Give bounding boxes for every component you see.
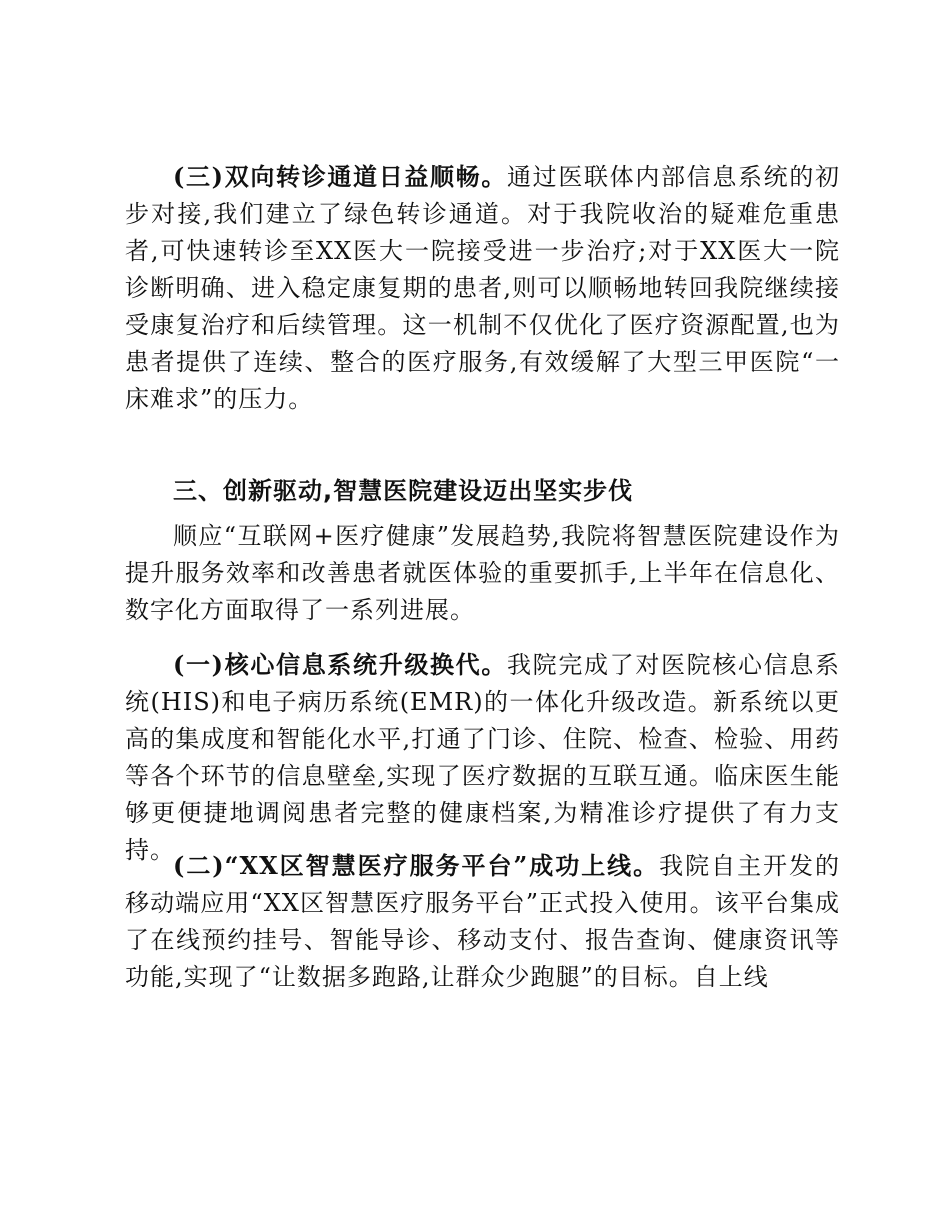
paragraph-lead: (一)核心信息系统升级换代。: [173, 650, 508, 679]
paragraph-lead: (三)双向转诊通道日益顺畅。: [173, 162, 508, 191]
paragraph-smart-platform-launch: [125, 847, 840, 1032]
paragraph-body: 顺应“互联网+医疗健康”发展趋势,我院将智慧医院建设作为提升服务效率和改善患者就医体验的重要抓手,上半年在信息化、数字化方面取得了一系列进展。: [125, 522, 840, 624]
paragraph-body: 我院完成了对医院核心信息系统(HIS)和电子病历系统(EMR)的一体化升级改造。新系统以更高的集成度和智能化水平,打通了门诊、住院、检查、检验、用药等各个环节的信息壁垒,实现了医疗数据的互联互通。临床医生能够更便捷地调阅患者完整的健康档案,为精准诊疗提供了有力支持。: [125, 651, 840, 864]
section-heading: 三、创新驱动,智慧医院建设迈出坚实步伐: [173, 477, 634, 505]
paragraph-smart-hospital-intro: [125, 518, 840, 629]
paragraph-lead: (二)“XX区智慧医疗服务平台”成功上线。: [173, 851, 660, 880]
paragraph-core-system-upgrade: [125, 646, 840, 864]
paragraph-body: 我院自主开发的移动端应用“XX区智慧医疗服务平台”正式投入使用。该平台集成了在线预约挂号、智能导诊、移动支付、报告查询、健康资讯等功能,实现了“让数据多跑路,让群众少跑腿”的目标。自上线: [125, 852, 840, 991]
paragraph-body: 通过医联体内部信息系统的初步对接,我们建立了绿色转诊通道。对于我院收治的疑难危重患者,可快速转诊至XX医大一院接受进一步治疗;对于XX医大一院诊断明确、进入稳定康复期的患者,则可以顺畅地转回我院继续接受康复治疗和后续管理。这一机制不仅优化了医疗资源配置,也为患者提供了连续、整合的医疗服务,有效缓解了大型三甲医院“一床难求”的压力。: [125, 163, 840, 413]
paragraph-referral-channel: [125, 158, 840, 454]
